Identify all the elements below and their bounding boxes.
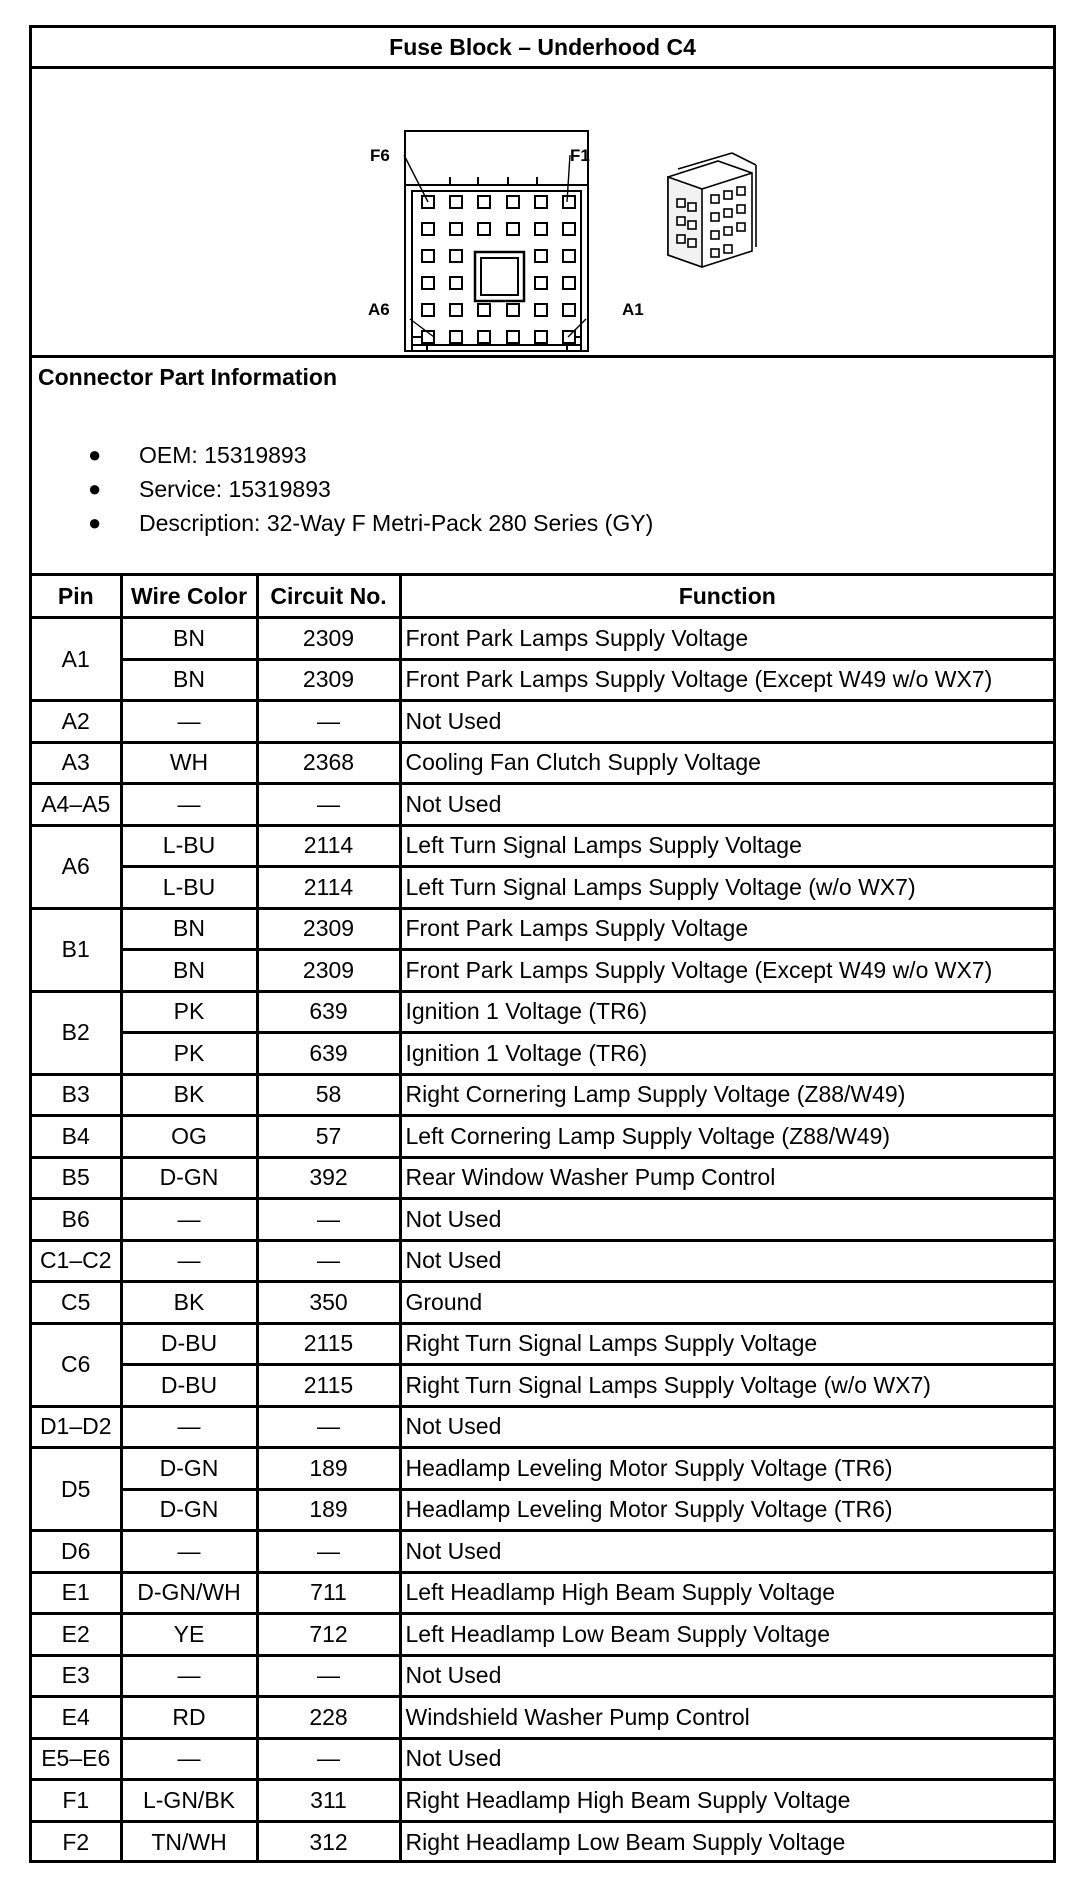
pin-cavity (535, 331, 547, 343)
connector-info-section (32, 358, 1053, 576)
center-key-inner (481, 258, 518, 295)
wire-color-cell: BN (121, 618, 257, 660)
table-row (32, 1489, 1053, 1531)
wire-color-cell: — (121, 784, 257, 826)
bullet-icon: ● (88, 442, 102, 467)
circuit-cell: 711 (257, 1572, 400, 1614)
pin-cell: B6 (32, 1199, 121, 1241)
wire-color-cell: BN (121, 908, 257, 950)
function-cell: Front Park Lamps Supply Voltage (Except W49 w/o WX7) (400, 950, 1053, 992)
circuit-cell: 2114 (257, 825, 400, 867)
function-cell: Left Turn Signal Lamps Supply Voltage (400, 825, 1053, 867)
pin-cell: A3 (32, 742, 121, 784)
pin-cavity (507, 196, 519, 208)
circuit-cell: 57 (257, 1116, 400, 1158)
function-cell: Right Headlamp High Beam Supply Voltage (400, 1780, 1053, 1822)
function-cell: Ignition 1 Voltage (TR6) (400, 1033, 1053, 1075)
circuit-cell: 312 (257, 1821, 400, 1863)
pin-cell: F1 (32, 1780, 121, 1822)
function-cell: Left Headlamp High Beam Supply Voltage (400, 1572, 1053, 1614)
table-row (32, 1780, 1053, 1822)
table-row (32, 701, 1053, 743)
pin-cavity (450, 196, 462, 208)
table-row (32, 1572, 1053, 1614)
table-header-row (32, 576, 1053, 618)
wire-color-cell: PK (121, 991, 257, 1033)
wire-color-cell: D-GN/WH (121, 1572, 257, 1614)
pin-cell: E1 (32, 1572, 121, 1614)
wire-color-cell: — (121, 1199, 257, 1241)
connector-info-list (32, 438, 653, 540)
wire-color-cell: BN (121, 950, 257, 992)
pin-cell: F2 (32, 1821, 121, 1863)
pin-cell: A6 (32, 825, 121, 908)
housing-body (405, 185, 588, 351)
function-cell: Right Cornering Lamp Supply Voltage (Z88/W49) (400, 1074, 1053, 1116)
center-key (475, 252, 524, 301)
table-row (32, 1655, 1053, 1697)
pin-cavity (563, 304, 575, 316)
function-cell: Ignition 1 Voltage (TR6) (400, 991, 1053, 1033)
table-row (32, 1697, 1053, 1739)
circuit-cell: — (257, 1531, 400, 1573)
header-pin: Pin (32, 576, 121, 618)
pin-cavity (478, 331, 490, 343)
pin-cavity (535, 250, 547, 262)
pin-cavity (450, 250, 462, 262)
table-row (32, 784, 1053, 826)
pin-cell: A4–A5 (32, 784, 121, 826)
circuit-cell: 2309 (257, 908, 400, 950)
pin-cavity (535, 277, 547, 289)
wire-color-cell: D-BU (121, 1365, 257, 1407)
circuit-cell: 189 (257, 1489, 400, 1531)
function-cell: Left Cornering Lamp Supply Voltage (Z88/W49) (400, 1116, 1053, 1158)
wire-color-cell: L-BU (121, 867, 257, 909)
label-a1: A1 (622, 300, 644, 319)
pin-cell: D6 (32, 1531, 121, 1573)
table-row (32, 991, 1053, 1033)
function-cell: Not Used (400, 701, 1053, 743)
label-f1: F1 (570, 146, 590, 165)
table-row (32, 825, 1053, 867)
function-cell: Front Park Lamps Supply Voltage (Except W49 w/o WX7) (400, 659, 1053, 701)
table-row (32, 1323, 1053, 1365)
wire-color-cell: D-GN (121, 1448, 257, 1490)
connector-3d-icon (668, 153, 756, 267)
function-cell: Left Headlamp Low Beam Supply Voltage (400, 1614, 1053, 1656)
circuit-cell: 2309 (257, 618, 400, 660)
circuit-cell: — (257, 1240, 400, 1282)
header-circuit-no: Circuit No. (257, 576, 400, 618)
function-cell: Front Park Lamps Supply Voltage (400, 908, 1053, 950)
circuit-cell: 350 (257, 1282, 400, 1324)
wire-color-cell: WH (121, 742, 257, 784)
pin-cell: C6 (32, 1323, 121, 1406)
function-cell: Ground (400, 1282, 1053, 1324)
function-cell: Not Used (400, 1406, 1053, 1448)
wire-color-cell: D-GN (121, 1489, 257, 1531)
table-row (32, 1531, 1053, 1573)
pin-cavity (535, 196, 547, 208)
circuit-cell: 712 (257, 1614, 400, 1656)
wire-color-cell: BK (121, 1282, 257, 1324)
function-cell: Left Turn Signal Lamps Supply Voltage (w/o WX7) (400, 867, 1053, 909)
circuit-cell: 2115 (257, 1323, 400, 1365)
info-item-service: ● Service: 15319893 (32, 472, 653, 506)
pin-cell: C1–C2 (32, 1240, 121, 1282)
pin-cell: D5 (32, 1448, 121, 1531)
circuit-cell: — (257, 1199, 400, 1241)
circuit-cell: 311 (257, 1780, 400, 1822)
pin-cell: B5 (32, 1157, 121, 1199)
label-f6: F6 (370, 146, 390, 165)
table-row (32, 1448, 1053, 1490)
pin-cell: C5 (32, 1282, 121, 1324)
table-row (32, 1157, 1053, 1199)
pin-cell: B4 (32, 1116, 121, 1158)
housing-latches (450, 177, 537, 185)
function-cell: Not Used (400, 1240, 1053, 1282)
pin-cell: A2 (32, 701, 121, 743)
header-wire-color: Wire Color (121, 576, 257, 618)
pin-cavity (507, 304, 519, 316)
function-cell: Not Used (400, 1531, 1053, 1573)
pin-cell: E4 (32, 1697, 121, 1739)
circuit-cell: 2309 (257, 950, 400, 992)
circuit-cell: 2115 (257, 1365, 400, 1407)
circuit-cell: 2368 (257, 742, 400, 784)
pin-cavity (450, 277, 462, 289)
function-cell: Right Turn Signal Lamps Supply Voltage (w/o WX7) (400, 1365, 1053, 1407)
table-row (32, 950, 1053, 992)
wire-color-cell: — (121, 1655, 257, 1697)
table-row (32, 908, 1053, 950)
housing-inner (412, 191, 581, 345)
pin-cavity (563, 223, 575, 235)
pin-cavity (422, 277, 434, 289)
wire-color-cell: — (121, 1240, 257, 1282)
pin-cavity (478, 304, 490, 316)
wire-color-cell: — (121, 1531, 257, 1573)
function-cell: Front Park Lamps Supply Voltage (400, 618, 1053, 660)
pin-cell: E3 (32, 1655, 121, 1697)
circuit-cell: — (257, 1738, 400, 1780)
wire-color-cell: OG (121, 1116, 257, 1158)
pin-cavity (563, 250, 575, 262)
table-row (32, 659, 1053, 701)
housing-top (405, 131, 588, 191)
table-row (32, 1282, 1053, 1324)
pin-cavity (450, 223, 462, 235)
wire-color-cell: — (121, 701, 257, 743)
pin-cell: B2 (32, 991, 121, 1074)
circuit-cell: 228 (257, 1697, 400, 1739)
connector-info-heading: Connector Part Information (38, 364, 338, 390)
pin-cell: E5–E6 (32, 1738, 121, 1780)
pin-cavity (478, 196, 490, 208)
pin-cavity (563, 196, 575, 208)
function-cell: Headlamp Leveling Motor Supply Voltage (TR6) (400, 1489, 1053, 1531)
function-cell: Headlamp Leveling Motor Supply Voltage (TR6) (400, 1448, 1053, 1490)
pin-cavity (478, 223, 490, 235)
table-row (32, 742, 1053, 784)
pin-cell: D1–D2 (32, 1406, 121, 1448)
circuit-cell: — (257, 701, 400, 743)
function-cell: Not Used (400, 1738, 1053, 1780)
info-item-oem: ● OEM: 15319893 (32, 438, 653, 472)
pin-cavity (450, 331, 462, 343)
pinout-table-body (32, 618, 1053, 1863)
label-a6: A6 (368, 300, 390, 319)
circuit-cell: 189 (257, 1448, 400, 1490)
table-row (32, 1365, 1053, 1407)
table-row (32, 1074, 1053, 1116)
pin-cell: A1 (32, 618, 121, 701)
circuit-cell: — (257, 784, 400, 826)
pin-cavity (422, 304, 434, 316)
circuit-cell: — (257, 1406, 400, 1448)
table-row (32, 1033, 1053, 1075)
function-cell: Not Used (400, 1655, 1053, 1697)
table-row (32, 1116, 1053, 1158)
connector-face-diagram (32, 69, 1053, 355)
pinout-table (32, 576, 1053, 1863)
function-cell: Not Used (400, 784, 1053, 826)
circuit-cell: 2114 (257, 867, 400, 909)
function-cell: Cooling Fan Clutch Supply Voltage (400, 742, 1053, 784)
info-item-description: ● Description: 32-Way F Metri-Pack 280 Series (GY) (32, 506, 653, 540)
bullet-icon: ● (88, 476, 102, 501)
pin-cavity (507, 331, 519, 343)
pin-cavity (563, 331, 575, 343)
document-title: Fuse Block – Underhood C4 (32, 28, 1053, 69)
wire-color-cell: — (121, 1406, 257, 1448)
circuit-cell: 639 (257, 1033, 400, 1075)
pin-cavity (535, 223, 547, 235)
wire-color-cell: D-GN (121, 1157, 257, 1199)
connector-diagram-section (32, 69, 1053, 358)
wire-color-cell: L-BU (121, 825, 257, 867)
pin-cavity (507, 223, 519, 235)
pin-cell: E2 (32, 1614, 121, 1656)
circuit-cell: 58 (257, 1074, 400, 1116)
pin-cavity (563, 277, 575, 289)
table-row (32, 618, 1053, 660)
circuit-cell: 392 (257, 1157, 400, 1199)
wire-color-cell: PK (121, 1033, 257, 1075)
function-cell: Right Turn Signal Lamps Supply Voltage (400, 1323, 1053, 1365)
function-cell: Not Used (400, 1199, 1053, 1241)
wire-color-cell: D-BU (121, 1323, 257, 1365)
pin-cavity (450, 304, 462, 316)
table-row (32, 1738, 1053, 1780)
table-row (32, 1614, 1053, 1656)
pin-cavity (422, 250, 434, 262)
table-row (32, 867, 1053, 909)
wire-color-cell: YE (121, 1614, 257, 1656)
pin-cavities (422, 196, 575, 343)
pin-cavity (535, 304, 547, 316)
circuit-cell: — (257, 1655, 400, 1697)
circuit-cell: 639 (257, 991, 400, 1033)
function-cell: Right Headlamp Low Beam Supply Voltage (400, 1821, 1053, 1863)
pin-cell: B1 (32, 908, 121, 991)
circuit-cell: 2309 (257, 659, 400, 701)
pin-cell: B3 (32, 1074, 121, 1116)
wire-color-cell: BK (121, 1074, 257, 1116)
wire-color-cell: — (121, 1738, 257, 1780)
wire-color-cell: RD (121, 1697, 257, 1739)
function-cell: Windshield Washer Pump Control (400, 1697, 1053, 1739)
connector-document (29, 25, 1056, 1863)
pin-cavity (422, 223, 434, 235)
function-cell: Rear Window Washer Pump Control (400, 1157, 1053, 1199)
wire-color-cell: BN (121, 659, 257, 701)
wire-color-cell: L-GN/BK (121, 1780, 257, 1822)
wire-color-cell: TN/WH (121, 1821, 257, 1863)
bullet-icon: ● (88, 510, 102, 535)
header-function: Function (400, 576, 1053, 618)
table-row (32, 1821, 1053, 1863)
table-row (32, 1240, 1053, 1282)
table-row (32, 1406, 1053, 1448)
table-row (32, 1199, 1053, 1241)
